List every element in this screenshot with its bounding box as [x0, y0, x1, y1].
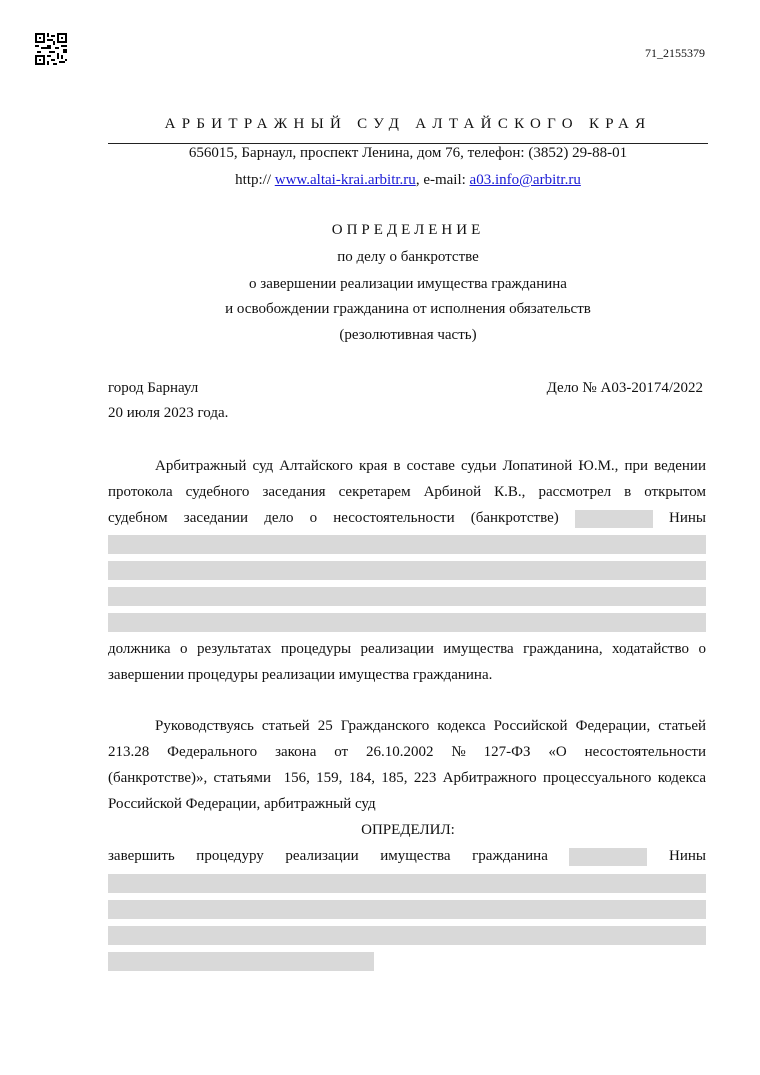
court-address: 656015, Барнаул, проспект Ленина, дом 76, телефон: (3852) 29-88-01 — [188, 145, 628, 161]
decision-date: 20 июля 2023 года. — [108, 405, 229, 421]
decided-heading: ОПРЕДЕЛИЛ: — [361, 822, 455, 838]
header-divider — [108, 143, 708, 144]
para2-line3: (банкротстве)», статьями 156, 159, 184, 185, 223 Арбитражного процессуального кодекса — [108, 770, 706, 786]
resolution-word: Нины — [669, 848, 706, 864]
resolution-word: реализации — [285, 848, 359, 864]
court-website-link[interactable]: www.altai-krai.arbitr.ru — [274, 172, 416, 188]
heading-line-3: и освобождении гражданина от исполнения обязательств — [225, 301, 591, 317]
resolution-line1 — [108, 848, 706, 866]
redacted-block — [108, 952, 374, 971]
resolution-word: гражданина — [472, 848, 548, 864]
para1-word: судебном — [108, 510, 168, 526]
para1-word: Нины — [669, 510, 706, 526]
para1-line3 — [108, 510, 706, 528]
para2-word: «О — [548, 744, 567, 760]
para2-word: закона — [275, 744, 317, 760]
para1-word: дело — [264, 510, 294, 526]
document-id: 71_2155379 — [645, 46, 705, 60]
para2-word: 213.28 — [108, 744, 150, 760]
para1-line1: Арбитражный суд Алтайского края в составе судьи Лопатиной Ю.М., при ведении — [155, 458, 706, 474]
para2-word: № — [451, 744, 466, 760]
redacted-block — [108, 561, 706, 580]
redacted-block — [108, 613, 706, 632]
document-title: ОПРЕДЕЛЕНИЕ — [331, 222, 485, 238]
para1-line2: протокола судебного заседания секретарем Арбиной К.В., рассмотрел в открытом — [108, 484, 706, 500]
redacted-block — [108, 874, 706, 893]
resolution-word: процедуру — [196, 848, 264, 864]
email-prefix: , e-mail: — [415, 172, 470, 188]
resolution-word: имущества — [380, 848, 451, 864]
para2-line4: Российской Федерации, арбитражный суд — [108, 796, 376, 812]
qr-code-icon — [35, 33, 67, 65]
redacted-block — [108, 900, 706, 919]
para1-word: заседании — [183, 510, 249, 526]
para2-line2 — [108, 744, 706, 761]
para1-line5: завершении процедуры реализации имущества гражданина. — [108, 667, 493, 683]
place: город Барнаул — [108, 380, 199, 396]
heading-line-2: о завершении реализации имущества гражданина — [249, 276, 567, 292]
resolution-word: завершить — [108, 848, 175, 864]
redacted-block — [569, 848, 647, 866]
para1-word: несостоятельности — [333, 510, 455, 526]
para2-word: от — [334, 744, 349, 760]
redacted-block — [108, 926, 706, 945]
para2-word: Федерального — [167, 744, 258, 760]
heading-line-1: по делу о банкротстве — [337, 249, 479, 265]
case-number: Дело № А03-20174/2022 — [546, 380, 703, 396]
court-contacts — [108, 172, 708, 189]
http-prefix: http:// — [235, 172, 275, 188]
para2-word: 26.10.2002 — [366, 744, 434, 760]
para2-word: несостоятельности — [584, 744, 706, 760]
redacted-block — [575, 510, 653, 528]
court-email-link[interactable]: a03.info@arbitr.ru — [469, 172, 581, 188]
para1-word: о — [309, 510, 318, 526]
redacted-block — [108, 587, 706, 606]
heading-line-4: (резолютивная часть) — [339, 327, 477, 343]
para1-line4: должника о результатах процедуры реализации имущества гражданина, ходатайство о — [108, 641, 706, 657]
para1-word: (банкротстве) — [470, 510, 559, 526]
para2-word: 127-ФЗ — [483, 744, 531, 760]
redacted-block — [108, 535, 706, 554]
court-title: АРБИТРАЖНЫЙ СУД АЛТАЙСКОГО КРАЯ — [164, 116, 652, 132]
para2-line1: Руководствуясь статьей 25 Гражданского кодекса Российской Федерации, статьей — [155, 718, 706, 734]
